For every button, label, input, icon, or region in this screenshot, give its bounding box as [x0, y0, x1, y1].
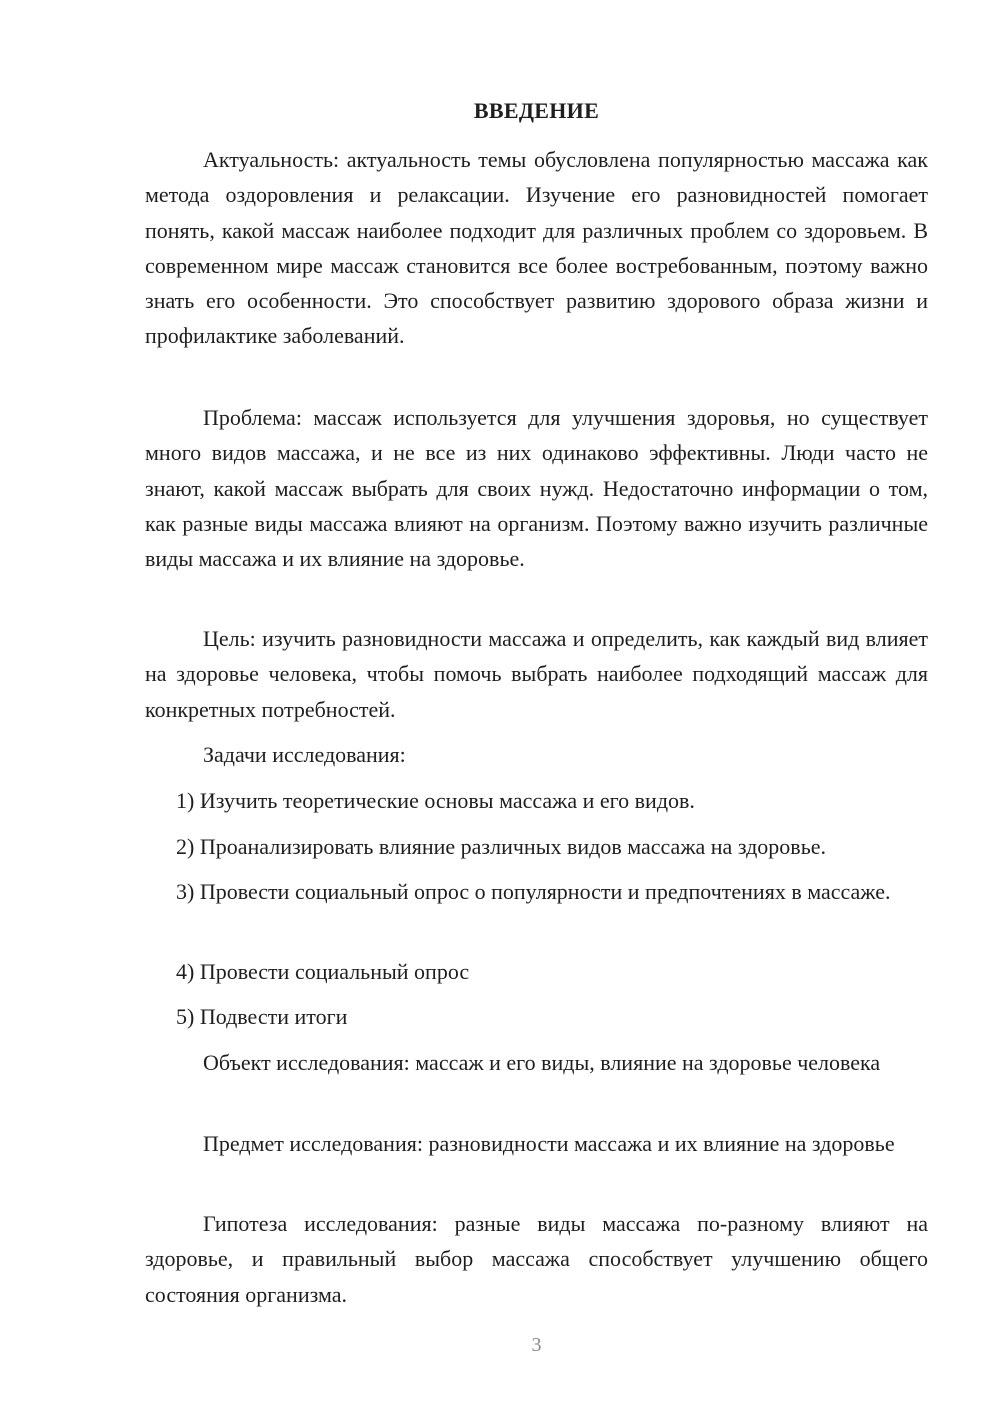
- relevance-paragraph: Актуальность: актуальность темы обусловлена популярностью массажа как метода оздоровления и релаксации. Изучение его разновидностей помогает понять, какой массаж наиболее подходит для различных проблем со здоровьем. В современном мире массаж становится все более востребованным, поэтому важно знать его особенности. Это способствует развитию здорового образа жизни и профилактике заболеваний.: [145, 147, 928, 349]
- task-item-3: 3) Провести социальный опрос о популярности и предпочтениях в массаже.: [176, 879, 891, 904]
- tasks-heading: Задачи исследования:: [203, 742, 406, 767]
- problem-paragraph: Проблема: массаж используется для улучшения здоровья, но существует много видов массажа, и не все из них одинаково эффективны. Люди часто не знают, какой массаж выбрать для своих нужд. Недостаточно информации о том, как разные виды массажа влияют на организм. Поэтому важно изучить различные виды массажа и их влияние на здоровье.: [145, 405, 928, 572]
- task-item-1: 1) Изучить теоретические основы массажа и его видов.: [176, 788, 695, 813]
- object-paragraph: Объект исследования: массаж и его виды, влияние на здоровье человека: [203, 1050, 881, 1075]
- section-heading: ВВЕДЕНИЕ: [473, 98, 600, 123]
- subject-paragraph: Предмет исследования: разновидности массажа и их влияние на здоровье: [203, 1131, 895, 1156]
- goal-paragraph: Цель: изучить разновидности массажа и определить, как каждый вид влияет на здоровье человека, чтобы помочь выбрать наиболее подходящий массаж для конкретных потребностей.: [145, 626, 928, 722]
- hypothesis-paragraph: Гипотеза исследования: разные виды массажа по-разному влияют на здоровье, и правильный выбор массажа способствует улучшению общего состояния организма.: [145, 1211, 928, 1307]
- page-number: 3: [531, 1334, 542, 1356]
- task-item-4: 4) Провести социальный опрос: [176, 959, 470, 984]
- task-item-5: 5) Подвести итоги: [176, 1004, 348, 1029]
- task-item-2: 2) Проанализировать влияние различных видов массажа на здоровье.: [176, 834, 826, 859]
